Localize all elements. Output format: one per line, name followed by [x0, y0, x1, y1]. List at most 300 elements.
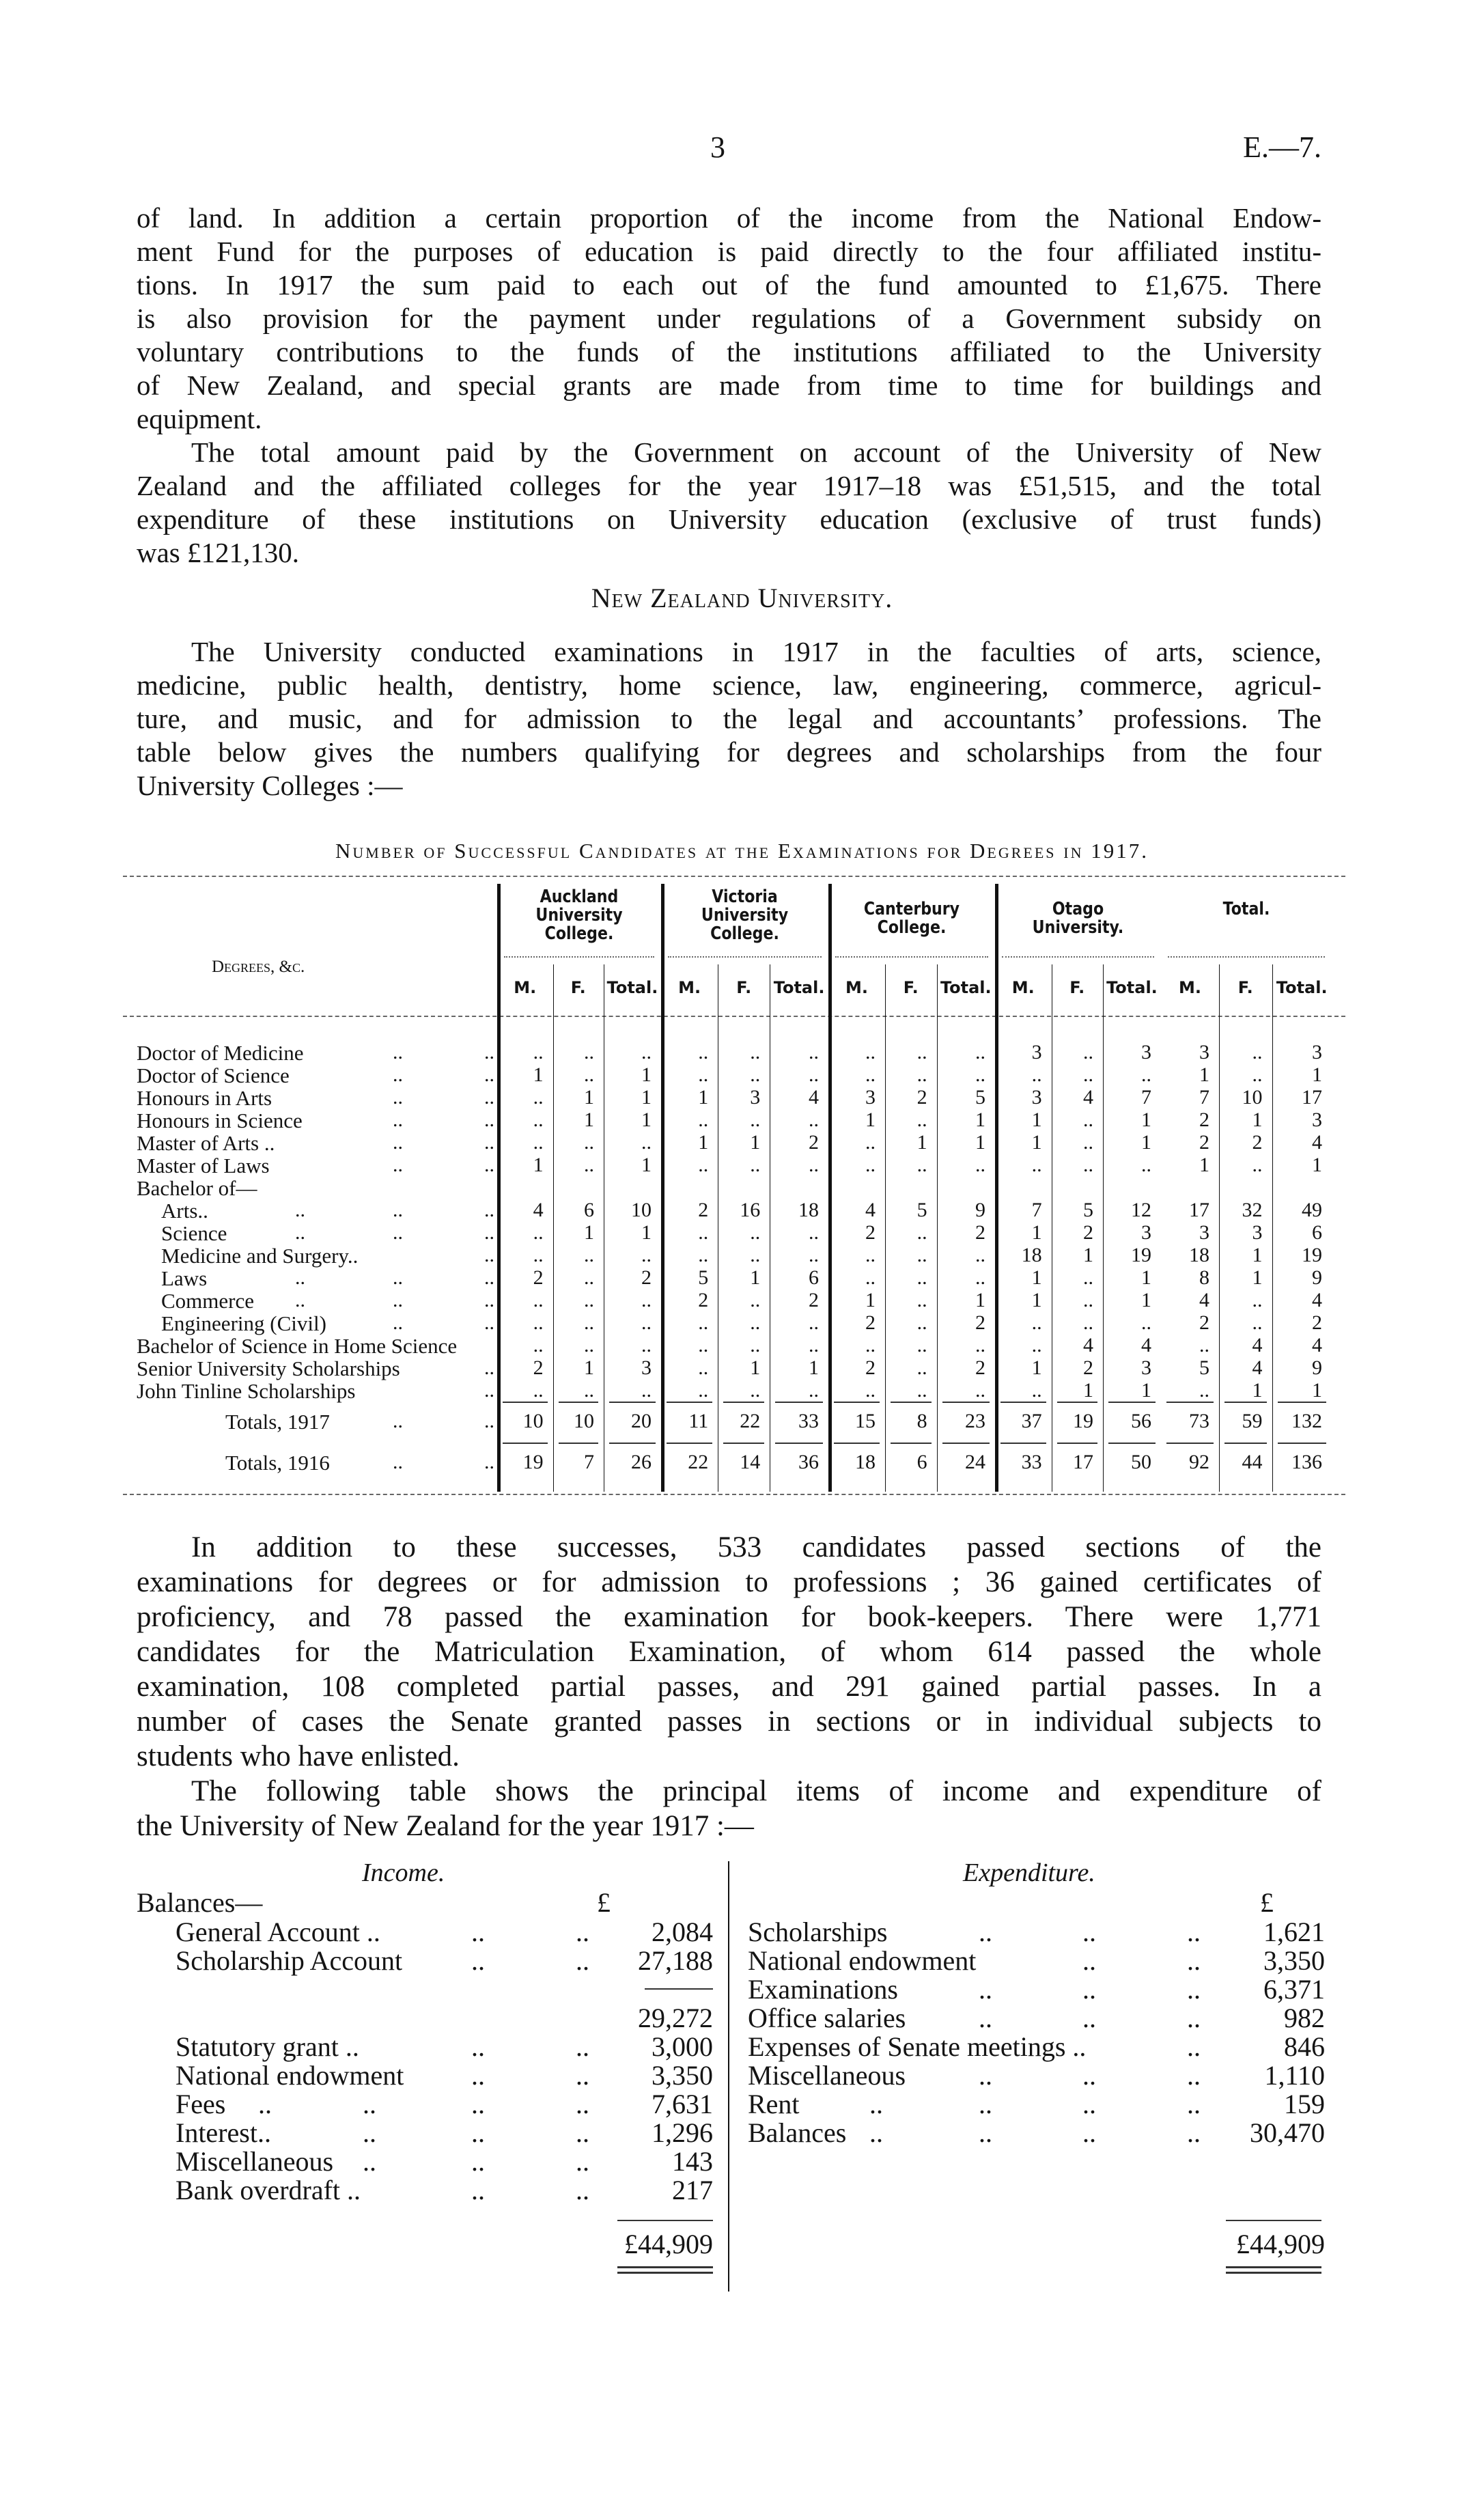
balances-subtotal: 29,272	[638, 2003, 713, 2033]
table-cell: ..	[916, 1041, 927, 1063]
table-cell: 4	[1252, 1334, 1263, 1356]
table-cell: 2	[975, 1356, 985, 1379]
double-rule	[1226, 2272, 1321, 2274]
paragraph-line: students who have enlisted.	[137, 1740, 460, 1772]
subtotal-rule	[645, 1988, 713, 1990]
group-underline	[1002, 956, 1154, 958]
subheader: Total.	[1106, 978, 1158, 997]
table-cell: 2	[809, 1289, 819, 1311]
table-cell: 3	[1199, 1041, 1209, 1063]
table-cell: ..	[1140, 1311, 1151, 1334]
leader-dots: ..	[471, 2117, 485, 2148]
table-cell: 1	[1082, 1244, 1093, 1266]
table-cell: ..	[641, 1311, 652, 1334]
paragraph-line: The following table shows the principal items of income and expenditure of	[191, 1775, 1321, 1807]
total-rule	[1226, 2220, 1321, 2221]
table-cell: ..	[583, 1334, 594, 1356]
table-cell: 7	[1140, 1086, 1151, 1109]
leader-dots: ..	[295, 1199, 305, 1221]
total-rule	[667, 1402, 712, 1403]
table-top-rule	[123, 876, 1345, 877]
total-rule	[891, 1402, 932, 1403]
table-cell: ..	[975, 1334, 985, 1356]
table-cell: 3	[1199, 1221, 1209, 1244]
table-cell: ..	[1252, 1063, 1263, 1086]
table-cell: 4	[865, 1199, 876, 1221]
leader-dots: ..	[979, 1974, 992, 2005]
total-rule	[723, 1402, 764, 1403]
total-rule	[834, 1443, 880, 1444]
table-cell: 6	[583, 1199, 594, 1221]
table-cell: ..	[865, 1041, 876, 1063]
leader-dots: ..	[979, 2060, 992, 2091]
total-cell: 18	[854, 1451, 876, 1473]
line-item-amount: 3,350	[652, 2060, 713, 2091]
paragraph-line: tions. In 1917 the sum paid to each out of the fund amounted to £1,675. There	[137, 269, 1321, 301]
leader-dots: ..	[393, 1410, 403, 1432]
leader-dots: ..	[393, 1086, 403, 1109]
subheader: F.	[570, 978, 586, 997]
leader-dots: ..	[576, 2060, 589, 2091]
table-cell: ..	[1082, 1041, 1093, 1063]
total-cell: 26	[631, 1451, 652, 1473]
table-cell: ..	[916, 1311, 927, 1334]
leader-dots: ..	[576, 2175, 589, 2205]
table-cell: 2	[698, 1199, 709, 1221]
table-cell: ..	[916, 1244, 927, 1266]
table-cell: 4	[1252, 1356, 1263, 1379]
table-cell: 3	[641, 1356, 652, 1379]
table-cell: ..	[641, 1041, 652, 1063]
table-cell: 3	[1031, 1086, 1042, 1109]
table-cell: 2	[975, 1311, 985, 1334]
table-cell: 1	[750, 1266, 761, 1289]
degrees-table	[137, 876, 1332, 1497]
table-cell: 1	[865, 1289, 876, 1311]
table-cell: 1	[1252, 1379, 1263, 1402]
table-cell: ..	[1252, 1041, 1263, 1063]
line-item-amount: 1,110	[1264, 2060, 1325, 2091]
leader-dots: ..	[393, 1266, 403, 1289]
leader-dots: ..	[1082, 2003, 1096, 2033]
table-cell: ..	[750, 1109, 761, 1131]
table-cell: 12	[1130, 1199, 1151, 1221]
leader-dots: ..	[295, 1289, 305, 1311]
table-cell: 2	[1199, 1131, 1209, 1154]
table-cell: 9	[975, 1199, 985, 1221]
table-cell: 49	[1302, 1199, 1322, 1221]
table-cell: ..	[533, 1131, 544, 1154]
paragraph-line: medicine, public health, dentistry, home science, law, engineering, commerce, agricul-	[137, 669, 1321, 701]
table-cell: 9	[1312, 1266, 1322, 1289]
table-cell: ..	[809, 1311, 819, 1334]
subheader: F.	[1237, 978, 1253, 997]
table-cell: ..	[698, 1154, 709, 1176]
table-cell: 3	[865, 1086, 876, 1109]
table-cell: 17	[1189, 1199, 1209, 1221]
table-cell: ..	[583, 1154, 594, 1176]
row-label: Senior University Scholarships	[137, 1356, 400, 1380]
table-cell: 2	[698, 1289, 709, 1311]
table-cell: 7	[1199, 1086, 1209, 1109]
total-rule	[775, 1443, 823, 1444]
table-cell: ..	[1199, 1379, 1209, 1402]
total-cell: 24	[964, 1451, 985, 1473]
leader-dots: ..	[1187, 2060, 1201, 2091]
table-cell: 1	[583, 1086, 594, 1109]
line-item-label: Interest..	[176, 2117, 271, 2148]
row-label: Bachelor of—	[137, 1176, 257, 1200]
total-cell: 56	[1130, 1410, 1151, 1432]
table-cell: 2	[1082, 1221, 1093, 1244]
total-cell: 6	[916, 1451, 927, 1473]
paragraph-line: University Colleges :—	[137, 770, 403, 801]
subheader: M.	[1179, 978, 1201, 997]
total-cell: 23	[964, 1410, 985, 1432]
total-rule	[1057, 1443, 1097, 1444]
leader-dots: ..	[393, 1311, 403, 1334]
line-item-amount: 1,621	[1263, 1917, 1325, 1947]
subheader: M.	[514, 978, 537, 997]
total-cell: 11	[688, 1410, 709, 1432]
leader-dots: ..	[576, 2146, 589, 2177]
subheader: Total.	[773, 978, 825, 997]
table-cell: ..	[641, 1334, 652, 1356]
leader-dots: ..	[484, 1410, 494, 1432]
total-cell: 22	[688, 1451, 709, 1473]
subheader: M.	[1011, 978, 1035, 997]
table-cell: 1	[750, 1356, 761, 1379]
line-item-label: Expenses of Senate meetings ..	[748, 2031, 1087, 2062]
table-cell: 1	[533, 1063, 544, 1086]
table-cell: 1	[975, 1289, 985, 1311]
leader-dots: ..	[979, 2117, 992, 2148]
total-rule	[609, 1443, 656, 1444]
line-item-label: Bank overdraft ..	[176, 2175, 361, 2205]
table-cell: ..	[916, 1356, 927, 1379]
leader-dots: ..	[484, 1451, 494, 1473]
table-cell: 1	[1082, 1379, 1093, 1402]
table-cell: ..	[809, 1109, 819, 1131]
line-item-amount: 27,188	[638, 1945, 713, 1976]
intro-paragraphs	[137, 201, 1321, 570]
table-cell: 1	[698, 1086, 709, 1109]
table-cell: ..	[698, 1244, 709, 1266]
income-total: £44,909	[624, 2229, 713, 2259]
table-cell: ..	[1199, 1334, 1209, 1356]
total-cell: 15	[854, 1410, 876, 1432]
table-cell: ..	[533, 1311, 544, 1334]
table-cell: 2	[865, 1311, 876, 1334]
table-cell: 1	[1312, 1379, 1322, 1402]
table-cell: 1	[583, 1221, 594, 1244]
table-cell: ..	[865, 1244, 876, 1266]
leader-dots: ..	[484, 1063, 494, 1086]
table-cell: 1	[641, 1086, 652, 1109]
line-item-label: Fees	[176, 2089, 226, 2119]
paragraph-line: ture, and music, and for admission to the legal and accountants’ professions. The	[137, 703, 1321, 734]
table-cell: 1	[750, 1131, 761, 1154]
total-rule	[1108, 1402, 1156, 1403]
line-item-label: Scholarships	[748, 1917, 888, 1947]
paragraph-line: ment Fund for the purposes of education is paid directly to the four affiliated institu-	[137, 236, 1321, 267]
table-cell: 4	[1312, 1289, 1322, 1311]
line-item-amount: 217	[672, 2175, 713, 2205]
table-cell: ..	[916, 1063, 927, 1086]
total-rule	[1166, 1402, 1214, 1403]
table-cell: ..	[641, 1289, 652, 1311]
table-cell: 1	[1312, 1154, 1322, 1176]
table-cell: 1	[1031, 1356, 1042, 1379]
expenditure-title: Expenditure.	[963, 1858, 1095, 1887]
table-cell: ..	[583, 1244, 594, 1266]
table-cell: ..	[641, 1131, 652, 1154]
table-cell: ..	[750, 1221, 761, 1244]
table-cell: 1	[1199, 1063, 1209, 1086]
table-cell: ..	[809, 1221, 819, 1244]
row-label: Honours in Science	[137, 1109, 303, 1132]
table-cell: 2	[1199, 1311, 1209, 1334]
paragraph-line: candidates for the Matriculation Examination, of whom 614 passed the whole	[137, 1636, 1321, 1668]
row-label: Science	[161, 1221, 227, 1245]
line-item-amount: 2,084	[652, 1917, 713, 1947]
total-cell: 33	[1021, 1451, 1042, 1473]
total-rule	[1224, 1402, 1267, 1403]
total-cell: 132	[1291, 1410, 1322, 1432]
table-cell: ..	[750, 1154, 761, 1176]
table-cell: ..	[583, 1379, 594, 1402]
total-rule	[1224, 1443, 1267, 1444]
leader-dots: ..	[1082, 1917, 1096, 1947]
table-cell: 9	[1312, 1356, 1322, 1379]
line-item-amount: 846	[1284, 2031, 1325, 2062]
group-underline	[668, 956, 822, 958]
paragraph-line: examination, 108 completed partial passes, and 291 gained partial passes. In a	[137, 1671, 1321, 1703]
paragraph-line: number of cases the Senate granted passes in sections or in individual subjects to	[137, 1705, 1321, 1738]
table-cell: 4	[1082, 1086, 1093, 1109]
table-cell: ..	[809, 1244, 819, 1266]
row-label: Doctor of Science	[137, 1063, 290, 1087]
leader-dots: ..	[1082, 2089, 1096, 2119]
paragraph-line: proficiency, and 78 passed the examination for book-keepers. There were 1,771	[137, 1601, 1321, 1633]
currency-symbol: £	[1260, 1887, 1274, 1918]
table-cell: ..	[865, 1131, 876, 1154]
table-cell: 3	[750, 1086, 761, 1109]
line-item-amount: 3,350	[1263, 1945, 1325, 1976]
table-cell: ..	[975, 1266, 985, 1289]
table-cell: 2	[809, 1131, 819, 1154]
leader-dots: ..	[393, 1154, 403, 1176]
table-cell: ..	[533, 1086, 544, 1109]
total-rule	[1278, 1443, 1327, 1444]
line-item-label: Examinations	[748, 1974, 898, 2005]
table-cell: ..	[698, 1334, 709, 1356]
table-cell: ..	[533, 1334, 544, 1356]
table-cell: ..	[1031, 1379, 1042, 1402]
leader-dots: ..	[484, 1356, 494, 1379]
group-header: Total.	[1222, 899, 1270, 919]
line-item-amount: 159	[1284, 2089, 1325, 2119]
leader-dots: ..	[471, 1917, 485, 1947]
table-cell: 1	[583, 1109, 594, 1131]
row-label: Master of Arts ..	[137, 1131, 275, 1155]
leader-dots: ..	[484, 1311, 494, 1334]
table-cell: ..	[865, 1334, 876, 1356]
leader-dots: ..	[484, 1199, 494, 1221]
paragraph-line: of land. In addition a certain proportion of the income from the National Endow-	[137, 202, 1321, 234]
total-rule	[942, 1443, 990, 1444]
leader-dots: ..	[393, 1289, 403, 1311]
table-cell: 19	[1302, 1244, 1322, 1266]
table-cell: ..	[809, 1063, 819, 1086]
line-item-amount: 7,631	[652, 2089, 713, 2119]
total-cell: 37	[1021, 1410, 1042, 1432]
table-cell: 6	[1312, 1221, 1322, 1244]
table-caption: Number of Successful Candidates at the Examinations for Degrees in 1917.	[335, 839, 1149, 863]
line-item-label: National endowment	[176, 2060, 404, 2091]
table-cell: ..	[533, 1109, 544, 1131]
total-rule	[617, 2220, 713, 2221]
leader-dots: ..	[1187, 1974, 1201, 2005]
table-cell: ..	[1082, 1289, 1093, 1311]
table-cell: 18	[1021, 1244, 1042, 1266]
table-cell: ..	[1082, 1063, 1093, 1086]
table-cell: ..	[698, 1041, 709, 1063]
leader-dots: ..	[471, 2060, 485, 2091]
leader-dots: ..	[484, 1289, 494, 1311]
table-cell: 1	[916, 1131, 927, 1154]
table-cell: 1	[1252, 1266, 1263, 1289]
total-cell: 10	[522, 1410, 544, 1432]
line-item-amount: 3,000	[652, 2031, 713, 2062]
table-cell: 3	[1140, 1041, 1151, 1063]
balances-label: Balances—	[137, 1887, 263, 1918]
row-label: John Tinline Scholarships	[137, 1379, 356, 1403]
total-cell: 10	[573, 1410, 594, 1432]
leader-dots: ..	[258, 2089, 272, 2119]
leader-dots: ..	[471, 2031, 485, 2062]
leader-dots: ..	[471, 2175, 485, 2205]
total-cell: 19	[522, 1451, 544, 1473]
subheader: F.	[1069, 978, 1085, 997]
leader-dots: ..	[1082, 2060, 1096, 2091]
line-item-label: Office salaries	[748, 2003, 906, 2033]
table-cell: 2	[1312, 1311, 1322, 1334]
total-rule	[503, 1443, 548, 1444]
header-bottom-rule	[123, 1016, 1345, 1017]
total-cell: 20	[631, 1410, 652, 1432]
leader-dots: ..	[979, 1917, 992, 1947]
table-cell: ..	[583, 1063, 594, 1086]
subheader: Total.	[940, 978, 992, 997]
leader-dots: ..	[1187, 2003, 1201, 2033]
paragraph-line: equipment.	[137, 403, 262, 434]
total-rule	[559, 1443, 598, 1444]
leader-dots: ..	[484, 1244, 494, 1266]
table-cell: 1	[1199, 1154, 1209, 1176]
leader-dots: ..	[1082, 1945, 1096, 1976]
total-rule	[1057, 1402, 1097, 1403]
table-cell: 32	[1242, 1199, 1263, 1221]
leader-dots: ..	[1187, 2117, 1201, 2148]
table-cell: ..	[1252, 1289, 1263, 1311]
table-cell: ..	[583, 1266, 594, 1289]
leader-dots: ..	[393, 1451, 403, 1473]
table-cell: 1	[1252, 1109, 1263, 1131]
group-header: Otago University.	[1032, 899, 1124, 938]
table-cell: 1	[1312, 1063, 1322, 1086]
document-reference: E.—7.	[1243, 130, 1321, 164]
paragraph-line: The University conducted examinations in 1917 in the faculties of arts, science,	[191, 636, 1321, 667]
leader-dots: ..	[869, 2117, 883, 2148]
double-rule	[1226, 2266, 1321, 2268]
table-cell: 2	[865, 1221, 876, 1244]
table-cell: 1	[1140, 1131, 1151, 1154]
table-cell: ..	[865, 1266, 876, 1289]
total-cell: 7	[583, 1451, 594, 1473]
table-cell: ..	[533, 1289, 544, 1311]
table-cell: 3	[1031, 1041, 1042, 1063]
total-cell: 44	[1242, 1451, 1263, 1473]
totals-label: Totals, 1916	[225, 1451, 330, 1475]
row-label: Medicine and Surgery..	[161, 1244, 359, 1268]
totals-label: Totals, 1917	[225, 1410, 330, 1434]
table-cell: 1	[1140, 1289, 1151, 1311]
table-cell: 3	[1312, 1109, 1322, 1131]
table-cell: ..	[916, 1154, 927, 1176]
table-cell: ..	[809, 1334, 819, 1356]
table-cell: ..	[916, 1266, 927, 1289]
table-bottom-rule	[123, 1494, 1345, 1495]
paragraph-line: The total amount paid by the Government on account of the University of New	[191, 436, 1321, 468]
group-header: Auckland University College.	[535, 887, 623, 944]
line-item-amount: 982	[1284, 2003, 1325, 2033]
table-cell: 17	[1302, 1086, 1322, 1109]
table-cell: 4	[1312, 1131, 1322, 1154]
total-rule	[1166, 1443, 1214, 1444]
table-cell: 4	[533, 1199, 544, 1221]
leader-dots: ..	[1187, 1945, 1201, 1976]
table-cell: 1	[809, 1356, 819, 1379]
table-cell: ..	[865, 1063, 876, 1086]
leader-dots: ..	[576, 2031, 589, 2062]
table-cell: ..	[750, 1311, 761, 1334]
table-cell: 1	[1031, 1109, 1042, 1131]
row-label: Arts..	[161, 1199, 208, 1223]
group-underline	[835, 956, 988, 958]
table-cell: 2	[975, 1221, 985, 1244]
table-cell: ..	[916, 1109, 927, 1131]
table-cell: ..	[583, 1311, 594, 1334]
table-cell: 6	[809, 1266, 819, 1289]
table-cell: ..	[698, 1311, 709, 1334]
total-rule	[723, 1443, 764, 1444]
line-item-label: Miscellaneous	[176, 2146, 334, 2177]
university-paragraph	[137, 635, 1321, 803]
table-cell: ..	[1031, 1334, 1042, 1356]
table-cell: ..	[975, 1041, 985, 1063]
total-cell: 136	[1291, 1451, 1322, 1473]
line-item-amount: 1,296	[652, 2117, 713, 2148]
total-cell: 73	[1189, 1410, 1209, 1432]
table-cell: 7	[1031, 1199, 1042, 1221]
total-rule	[1000, 1443, 1046, 1444]
table-cell: 3	[1140, 1356, 1151, 1379]
table-cell: ..	[750, 1041, 761, 1063]
table-cell: ..	[698, 1356, 709, 1379]
total-rule	[1000, 1402, 1046, 1403]
row-header: Degrees, &c.	[212, 958, 305, 976]
